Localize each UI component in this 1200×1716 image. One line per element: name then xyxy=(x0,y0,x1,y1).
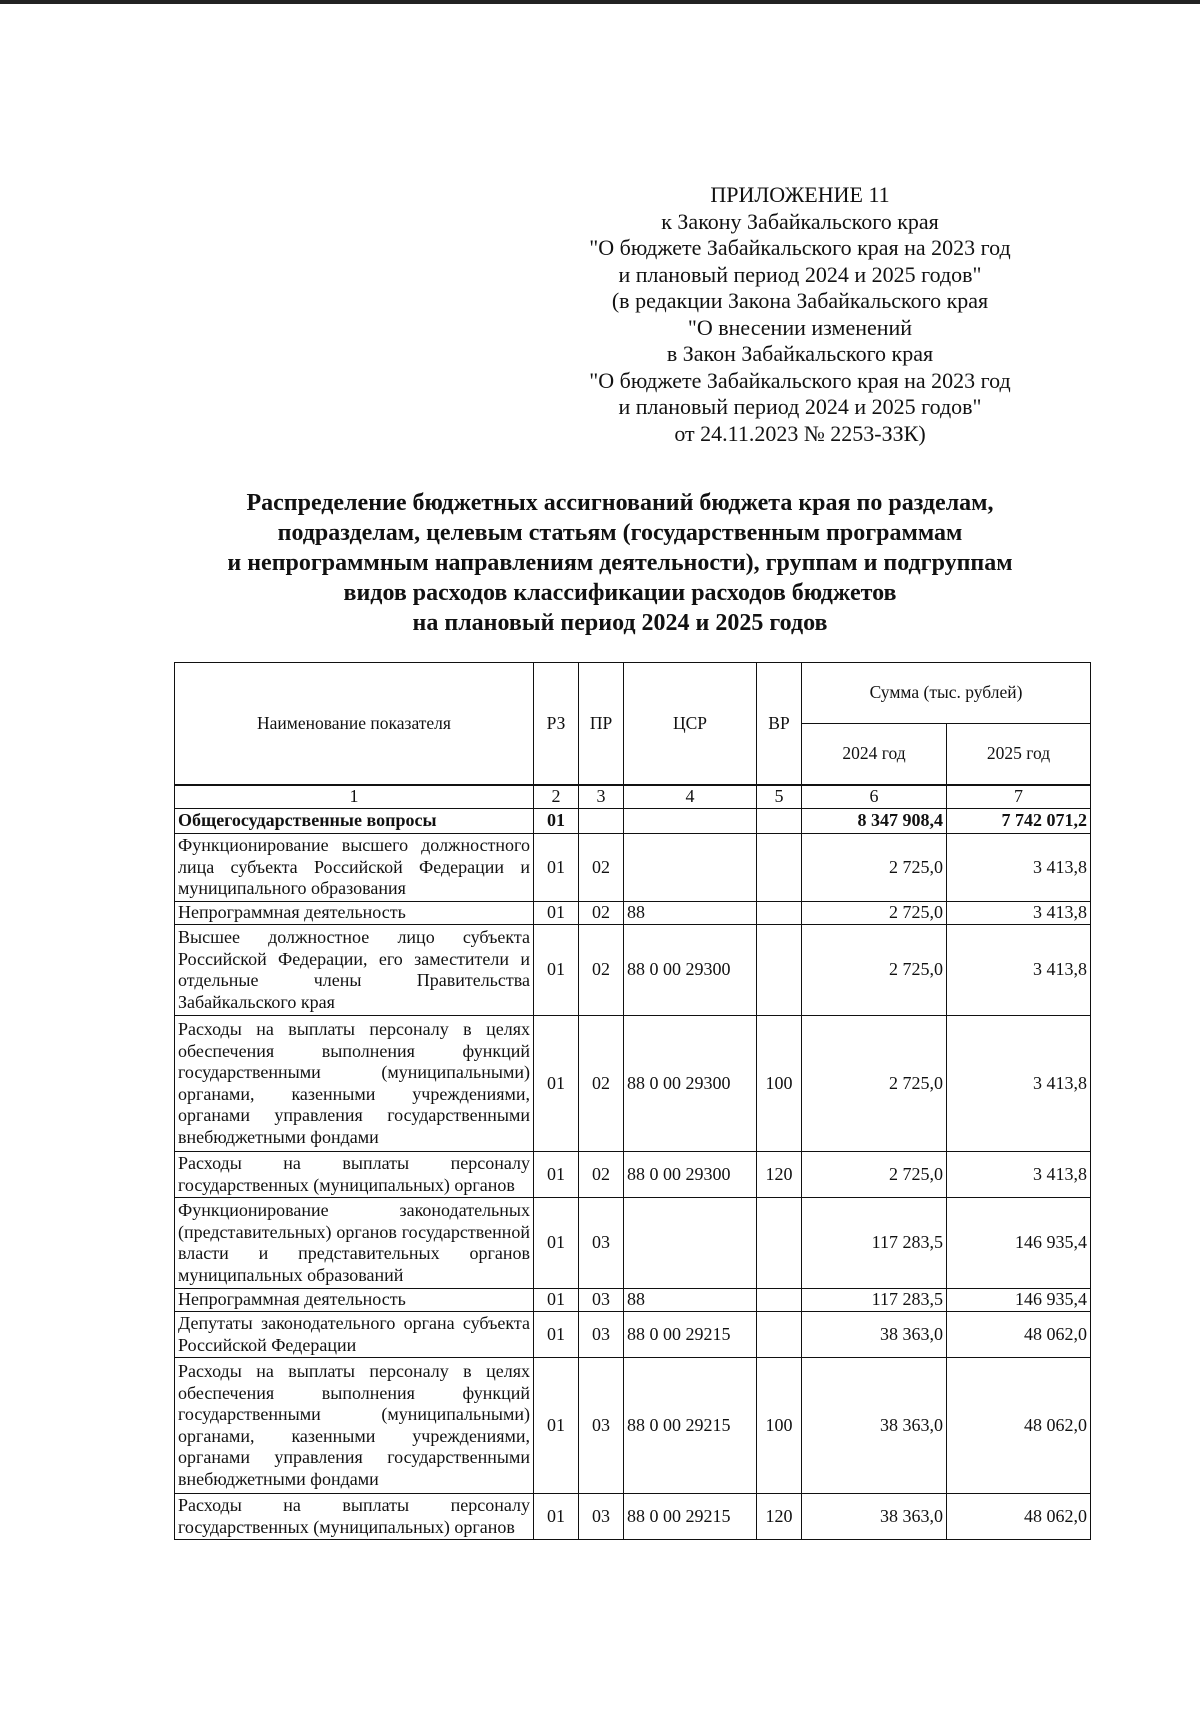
appendix-reference-block xyxy=(520,182,1080,447)
row-amount-2025: 3 413,8 xyxy=(947,902,1091,925)
row-name: Непрограммная деятельность xyxy=(175,1289,534,1312)
appendix-line: от 24.11.2023 № 2253-ЗЗК) xyxy=(674,420,926,446)
row-pr: 02 xyxy=(579,1016,624,1152)
row-rz: 01 xyxy=(534,902,579,925)
row-csr xyxy=(624,834,757,902)
row-csr: 88 0 00 29215 xyxy=(624,1494,757,1540)
row-name: Функционирование законодательных (представительных) органов государственной власти и представительных органов муниципальных образований xyxy=(175,1198,534,1289)
table-row xyxy=(175,902,1091,925)
row-name: Высшее должностное лицо субъекта Российской Федерации, его заместители и отдельные члены Правительства Забайкальского края xyxy=(175,925,534,1016)
row-amount-2025: 3 413,8 xyxy=(947,925,1091,1016)
title-line: подразделам, целевым статьям (государственным программам xyxy=(277,520,963,546)
row-rz: 01 xyxy=(534,1494,579,1540)
row-amount-2024: 117 283,5 xyxy=(802,1289,947,1312)
table-row xyxy=(175,834,1091,902)
table-row xyxy=(175,1358,1091,1494)
appendix-line: ПРИЛОЖЕНИЕ 11 xyxy=(710,182,890,207)
row-name: Депутаты законодательного органа субъекта Российской Федерации xyxy=(175,1312,534,1358)
title-line: на плановый период 2024 и 2025 годов xyxy=(412,610,828,636)
row-name: Расходы на выплаты персоналу государственных (муниципальных) органов xyxy=(175,1494,534,1540)
row-rz: 01 xyxy=(534,925,579,1016)
row-csr: 88 0 00 29300 xyxy=(624,1152,757,1198)
row-amount-2025: 48 062,0 xyxy=(947,1494,1091,1540)
column-number: 4 xyxy=(624,786,757,809)
header-csr: ЦСР xyxy=(624,663,757,785)
title-line: и непрограммным направлениям деятельности), группам и подгруппам xyxy=(227,550,1013,576)
row-csr xyxy=(624,1198,757,1289)
row-csr: 88 0 00 29300 xyxy=(624,1016,757,1152)
row-amount-2025: 3 413,8 xyxy=(947,834,1091,902)
row-csr: 88 0 00 29215 xyxy=(624,1358,757,1494)
row-amount-2024: 2 725,0 xyxy=(802,1016,947,1152)
row-name: Расходы на выплаты персоналу в целях обеспечения выполнения функций государственными (муниципальными) органами, казенными учреждениями, органами управления государственными внебюджетными фондами xyxy=(175,1358,534,1494)
row-name: Расходы на выплаты персоналу в целях обеспечения выполнения функций государственными (муниципальными) органами, казенными учреждениями, органами управления государственными внебюджетными фондами xyxy=(175,1016,534,1152)
header-pr: ПР xyxy=(579,663,624,785)
header-rz: РЗ xyxy=(534,663,579,785)
row-vr: 120 xyxy=(757,1152,802,1198)
column-number: 3 xyxy=(579,786,624,809)
row-amount-2024: 38 363,0 xyxy=(802,1312,947,1358)
row-vr xyxy=(757,902,802,925)
row-amount-2024: 117 283,5 xyxy=(802,1198,947,1289)
row-name: Расходы на выплаты персоналу государственных (муниципальных) органов xyxy=(175,1152,534,1198)
row-vr xyxy=(757,925,802,1016)
row-pr: 03 xyxy=(579,1312,624,1358)
column-number: 7 xyxy=(947,786,1091,809)
appendix-line: к Закону Забайкальского края xyxy=(661,208,939,234)
appendix-line: в Закон Забайкальского края xyxy=(666,341,934,366)
row-pr: 03 xyxy=(579,1358,624,1494)
scan-top-edge xyxy=(0,0,1200,4)
row-amount-2025: 3 413,8 xyxy=(947,1016,1091,1152)
row-pr: 02 xyxy=(579,902,624,925)
row-rz: 01 xyxy=(534,1358,579,1494)
row-rz: 01 xyxy=(534,809,579,834)
title-line: Распределение бюджетных ассигнований бюджета края по разделам, xyxy=(246,490,994,516)
row-csr: 88 0 00 29215 xyxy=(624,1312,757,1358)
row-vr xyxy=(757,1289,802,1312)
row-csr xyxy=(624,809,757,834)
column-number: 5 xyxy=(757,786,802,809)
row-pr: 02 xyxy=(579,834,624,902)
row-pr: 03 xyxy=(579,1494,624,1540)
row-rz: 01 xyxy=(534,1016,579,1152)
table-row xyxy=(175,1312,1091,1358)
table-row xyxy=(175,1289,1091,1312)
row-rz: 01 xyxy=(534,1289,579,1312)
row-vr xyxy=(757,834,802,902)
row-vr xyxy=(757,809,802,834)
row-csr: 88 0 00 29300 xyxy=(624,925,757,1016)
appendix-line: "О бюджете Забайкальского края на 2023 год xyxy=(589,235,1011,260)
row-vr: 120 xyxy=(757,1494,802,1540)
row-vr xyxy=(757,1198,802,1289)
row-pr: 03 xyxy=(579,1198,624,1289)
title-line: видов расходов классификации расходов бюджетов xyxy=(343,580,897,606)
row-pr xyxy=(579,809,624,834)
row-amount-2024: 2 725,0 xyxy=(802,902,947,925)
row-pr: 03 xyxy=(579,1289,624,1312)
row-vr: 100 xyxy=(757,1016,802,1152)
table-row xyxy=(175,1152,1091,1198)
row-name: Непрограммная деятельность xyxy=(175,902,534,925)
row-amount-2025: 3 413,8 xyxy=(947,1152,1091,1198)
table-row xyxy=(175,1016,1091,1152)
row-rz: 01 xyxy=(534,1312,579,1358)
row-amount-2025: 7 742 071,2 xyxy=(947,809,1091,834)
header-sum: Сумма (тыс. рублей) xyxy=(802,663,1091,724)
row-amount-2024: 2 725,0 xyxy=(802,1152,947,1198)
budget-allocation-table xyxy=(174,662,1091,1540)
row-rz: 01 xyxy=(534,1152,579,1198)
document-title xyxy=(150,488,1090,638)
table-row xyxy=(175,925,1091,1016)
table-row xyxy=(175,1198,1091,1289)
row-amount-2025: 48 062,0 xyxy=(947,1312,1091,1358)
row-amount-2024: 2 725,0 xyxy=(802,925,947,1016)
row-amount-2024: 38 363,0 xyxy=(802,1358,947,1494)
table-row xyxy=(175,1494,1091,1540)
row-amount-2024: 2 725,0 xyxy=(802,834,947,902)
row-pr: 02 xyxy=(579,1152,624,1198)
row-pr: 02 xyxy=(579,925,624,1016)
row-name: Общегосударственные вопросы xyxy=(175,809,534,834)
row-amount-2025: 146 935,4 xyxy=(947,1198,1091,1289)
appendix-line: "О внесении изменений xyxy=(687,314,913,340)
appendix-line: (в редакции Закона Забайкальского края xyxy=(611,288,989,313)
row-vr: 100 xyxy=(757,1358,802,1494)
row-vr xyxy=(757,1312,802,1358)
column-number: 1 xyxy=(175,786,534,809)
appendix-line: "О бюджете Забайкальского края на 2023 год xyxy=(589,367,1011,393)
header-year-2024: 2024 год xyxy=(802,724,947,785)
row-rz: 01 xyxy=(534,1198,579,1289)
row-amount-2025: 48 062,0 xyxy=(947,1358,1091,1494)
column-number: 2 xyxy=(534,786,579,809)
row-rz: 01 xyxy=(534,834,579,902)
row-name: Функционирование высшего должностного лица субъекта Российской Федерации и муниципального образования xyxy=(175,834,534,902)
header-vr: ВР xyxy=(757,663,802,785)
row-amount-2024: 38 363,0 xyxy=(802,1494,947,1540)
row-amount-2025: 146 935,4 xyxy=(947,1289,1091,1312)
header-year-2025: 2025 год xyxy=(947,724,1091,785)
column-number: 6 xyxy=(802,786,947,809)
header-name: Наименование показателя xyxy=(175,663,534,785)
appendix-line: и плановый период 2024 и 2025 годов" xyxy=(618,261,982,287)
table-row xyxy=(175,809,1091,834)
row-csr: 88 xyxy=(624,902,757,925)
row-csr: 88 xyxy=(624,1289,757,1312)
row-amount-2024: 8 347 908,4 xyxy=(802,809,947,834)
appendix-line: и плановый период 2024 и 2025 годов" xyxy=(618,394,982,419)
